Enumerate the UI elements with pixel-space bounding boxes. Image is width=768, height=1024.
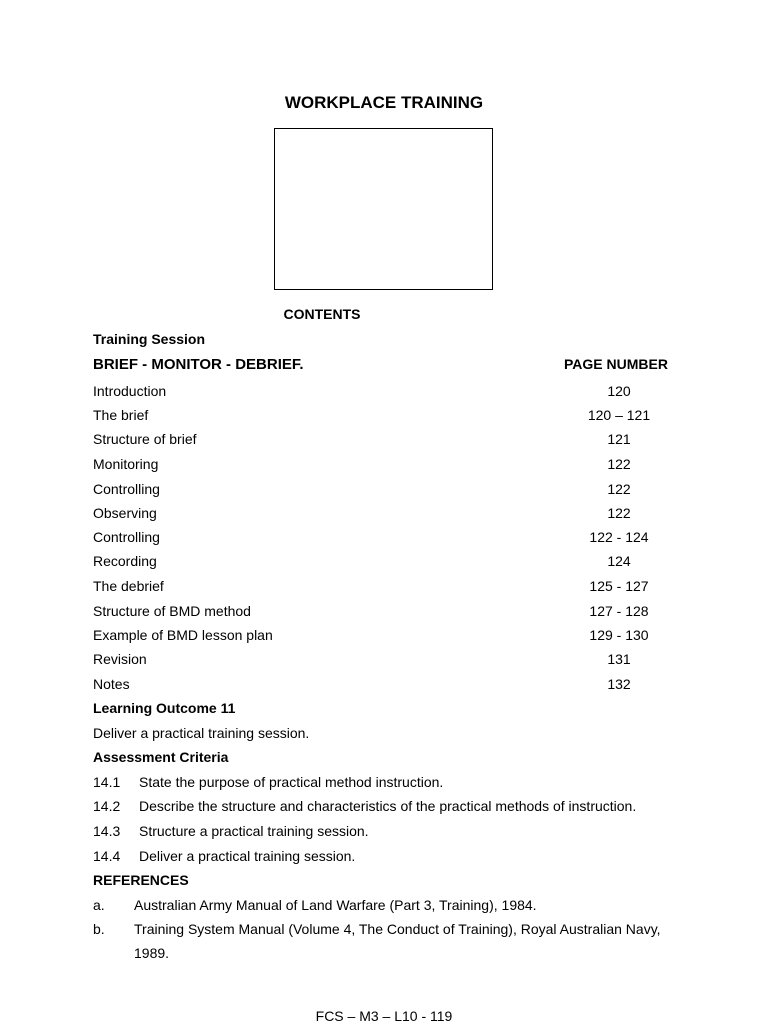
learning-outcome-text: Deliver a practical training session. [93, 725, 310, 741]
toc-row [93, 456, 693, 480]
toc-row [93, 578, 693, 602]
toc-label: The brief [93, 407, 149, 423]
toc-label: Recording [93, 553, 157, 569]
toc-page: 121 [607, 431, 631, 447]
criterion-text: Describe the structure and characteristics of the practical methods of instruction. [139, 798, 637, 814]
toc-label: Structure of BMD method [93, 603, 251, 619]
session-label: Training Session [93, 331, 206, 347]
toc-label: Controlling [93, 481, 160, 497]
reference-text: Australian Army Manual of Land Warfare (Part 3, Training), 1984. [134, 897, 537, 913]
toc-row [93, 651, 693, 675]
criterion-number: 14.4 [93, 848, 121, 864]
reference-text: Training System Manual (Volume 4, The Conduct of Training), Royal Australian Navy, [134, 921, 661, 937]
page-footer: FCS – M3 – L10 - 119 [315, 1008, 453, 1024]
toc-label: Notes [93, 676, 130, 692]
toc-label: Observing [93, 505, 157, 521]
image-placeholder-box [274, 128, 493, 290]
toc-page: 120 [607, 383, 631, 399]
toc-label: Monitoring [93, 456, 159, 472]
toc-label: The debrief [93, 578, 164, 594]
toc-label: Example of BMD lesson plan [93, 627, 273, 643]
page-title: WORKPLACE TRAINING [284, 93, 484, 112]
references-heading: REFERENCES [93, 872, 189, 888]
reference-text-continued: 1989. [134, 945, 170, 961]
assessment-heading: Assessment Criteria [93, 749, 229, 765]
toc-page: 122 [607, 505, 631, 521]
toc-row [93, 553, 693, 577]
toc-row [93, 627, 693, 651]
toc-row [93, 505, 693, 529]
toc-page: 132 [607, 676, 631, 692]
toc-page: 125 - 127 [589, 578, 649, 594]
reference-letter: b. [93, 921, 105, 937]
criterion-text: Deliver a practical training session. [139, 848, 356, 864]
toc-page: 124 [607, 553, 631, 569]
toc-row [93, 529, 693, 553]
page-number-header: PAGE NUMBER [564, 356, 668, 372]
toc-page: 131 [607, 651, 631, 667]
toc-page: 129 - 130 [589, 627, 649, 643]
learning-outcome-heading: Learning Outcome 11 [93, 700, 236, 716]
toc-page: 120 – 121 [587, 407, 651, 423]
toc-page: 122 [607, 481, 631, 497]
toc-page: 122 [607, 456, 631, 472]
criterion-number: 14.2 [93, 798, 121, 814]
toc-row [93, 383, 693, 407]
toc-label: Revision [93, 651, 147, 667]
toc-row [93, 603, 693, 627]
toc-page: 122 - 124 [589, 529, 649, 545]
toc-label: Controlling [93, 529, 160, 545]
toc-row [93, 676, 693, 700]
toc-label: Introduction [93, 383, 167, 399]
session-name: BRIEF - MONITOR - DEBRIEF. [93, 356, 304, 373]
criterion-number: 14.1 [93, 774, 121, 790]
toc-row [93, 481, 693, 505]
reference-letter: a. [93, 897, 105, 913]
toc-row [93, 407, 693, 431]
toc-label: Structure of brief [93, 431, 197, 447]
criterion-text: Structure a practical training session. [139, 823, 369, 839]
toc-page: 127 - 128 [589, 603, 649, 619]
criterion-number: 14.3 [93, 823, 121, 839]
toc-row [93, 431, 693, 455]
criterion-text: State the purpose of practical method instruction. [139, 774, 444, 790]
contents-heading: CONTENTS [283, 306, 361, 322]
